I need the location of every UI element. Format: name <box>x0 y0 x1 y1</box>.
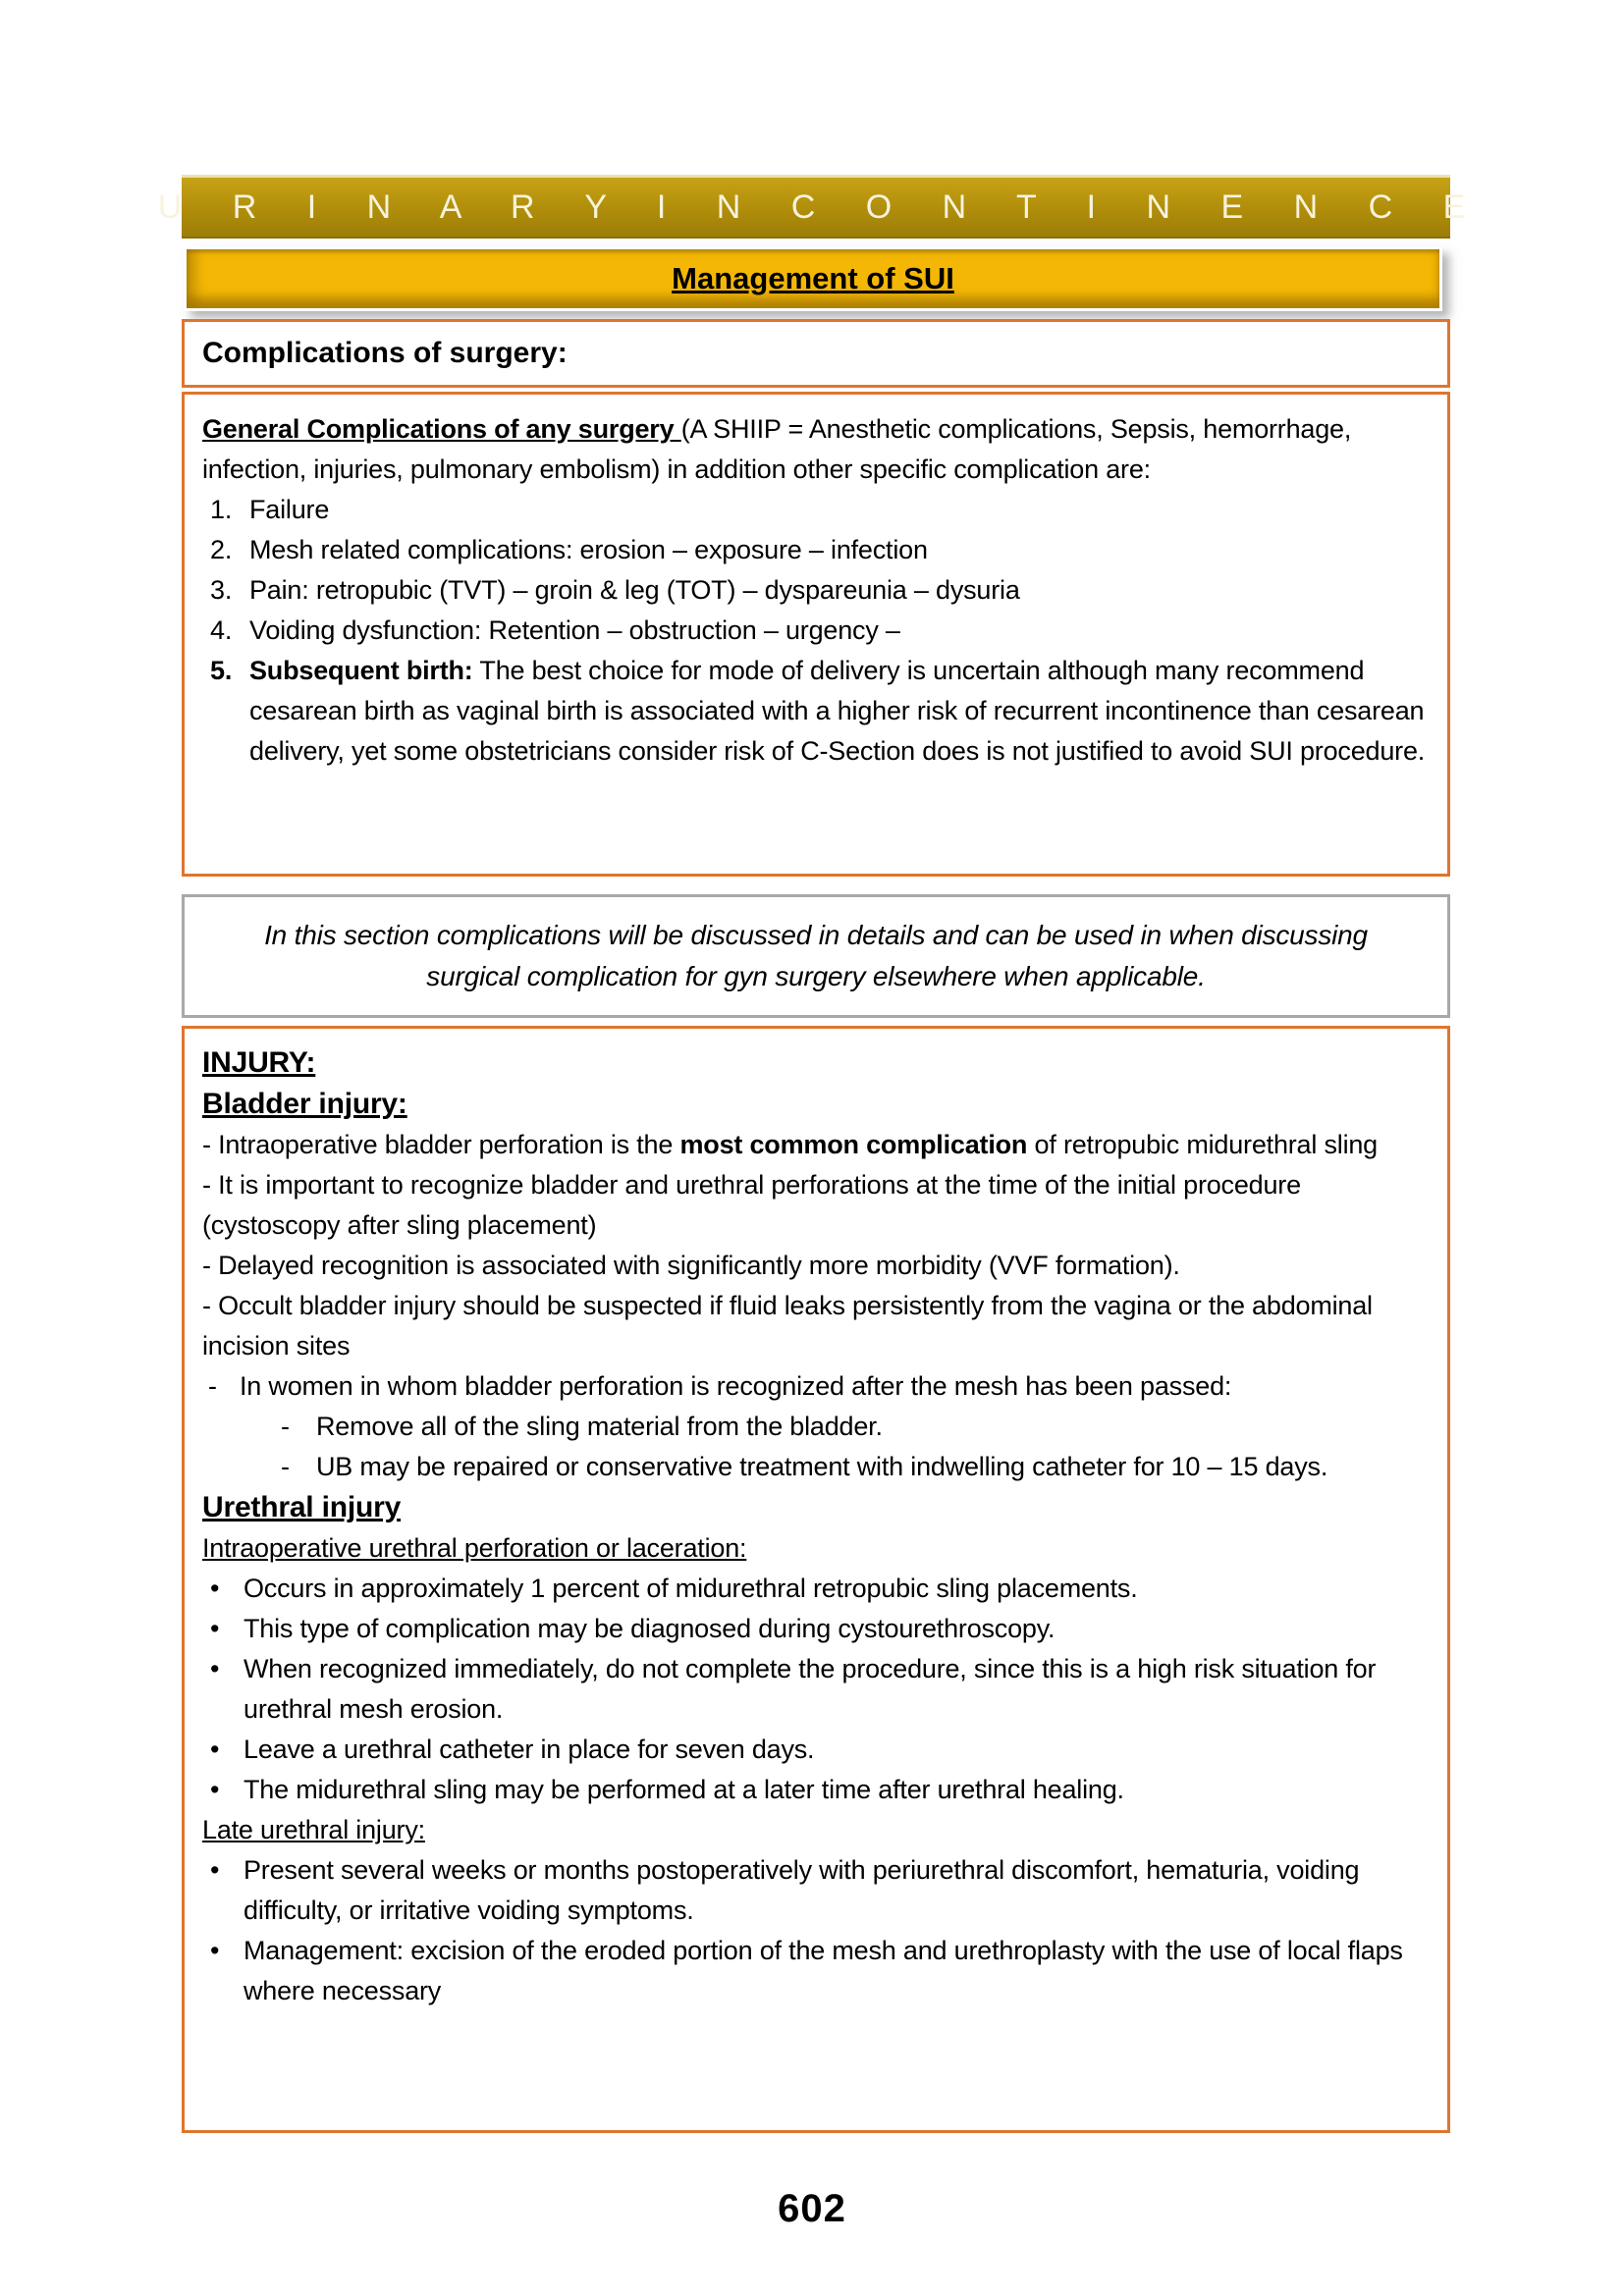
bladder-paragraph-3: - Delayed recognition is associated with significantly more morbidity (VVF formation). <box>202 1251 1180 1280</box>
item-text: Failure <box>249 495 330 524</box>
bullet-icon: • <box>210 1775 220 1804</box>
dash-icon: - <box>281 1452 290 1481</box>
bullet-item <box>202 1770 1430 1810</box>
item-number: 4. <box>210 615 233 645</box>
complications-heading: Complications of surgery: <box>202 337 568 369</box>
sub-item-text: UB may be repaired or conservative treatment with indwelling catheter for 10 – 15 days. <box>316 1452 1328 1481</box>
bullet-icon: • <box>210 1936 220 1965</box>
paragraph-bold-text: most common complication <box>679 1130 1028 1159</box>
bullet-item <box>202 1569 1430 1609</box>
item-number: 2. <box>210 535 233 564</box>
bullet-text: Management: excision of the eroded portion of the mesh and urethroplasty with the use of local flaps where necessary <box>244 1936 1403 2005</box>
paragraph-text: of retropubic midurethral sling <box>1027 1130 1379 1159</box>
subtitle-banner <box>184 246 1442 311</box>
bullet-item <box>202 1609 1430 1649</box>
dash-icon: - <box>281 1412 290 1441</box>
bullet-text: Leave a urethral catheter in place for seven days. <box>244 1735 815 1764</box>
item-number: 5. <box>210 656 233 685</box>
bullet-icon: • <box>210 1614 220 1643</box>
injury-heading: INJURY: <box>202 1046 316 1079</box>
urethral-injury-heading: Urethral injury <box>202 1491 402 1523</box>
item-text: Pain: retropubic (TVT) – groin & leg (TOT) – dyspareunia – dysuria <box>249 575 1020 605</box>
bullet-item <box>202 1850 1430 1931</box>
bullet-item <box>202 1931 1430 2011</box>
bladder-paragraph-5 <box>202 1366 1430 1407</box>
bullet-text: This type of complication may be diagnosed during cystourethroscopy. <box>244 1614 1056 1643</box>
item-text: Voiding dysfunction: Retention – obstruction – urgency – <box>249 615 900 645</box>
page-number: 602 <box>778 2187 846 2230</box>
numbered-item <box>202 651 1430 772</box>
numbered-item <box>202 611 1430 651</box>
complications-heading-box <box>182 319 1450 388</box>
section-note-box <box>182 894 1450 1018</box>
item-text <box>249 651 1430 772</box>
numbered-item <box>202 490 1430 530</box>
paragraph-text: - Intraoperative bladder perforation is the <box>202 1130 680 1159</box>
title-banner <box>157 175 1475 239</box>
bullet-item <box>202 1730 1430 1770</box>
subtitle-text: Management of SUI <box>672 261 954 295</box>
numbered-item <box>202 570 1430 611</box>
bullet-text: The midurethral sling may be performed at a later time after urethral healing. <box>244 1775 1124 1804</box>
page-title: U R I N A R Y I N C O N T I N E N C E <box>157 187 1475 226</box>
section-note-text: In this section complications will be discussed in details and can be used in when discussing surgical complication for gyn surgery elsewhere when applicable. <box>264 920 1368 991</box>
late-urethral-heading: Late urethral injury: <box>202 1815 425 1844</box>
sub-item-text: Remove all of the sling material from the bladder. <box>316 1412 883 1441</box>
bullet-icon: • <box>210 1855 220 1885</box>
dash-icon: - <box>208 1371 217 1401</box>
general-intro: (A SHIIP = Anesthetic complications, Sepsis, hemorrhage, infection, injuries, pulmonary embolism) in addition other specific complication are: <box>202 414 1352 484</box>
bullet-icon: • <box>210 1574 220 1603</box>
bullet-text: Present several weeks or months postoperatively with periurethral discomfort, hematuria, voiding difficulty, or irritative voiding symptoms. <box>244 1855 1360 1925</box>
numbered-item <box>202 530 1430 570</box>
general-lead: General Complications of any surgery <box>202 414 681 444</box>
item-number: 1. <box>210 495 233 524</box>
item-number: 3. <box>210 575 233 605</box>
bladder-paragraph-1 <box>202 1125 1430 1165</box>
bullet-icon: • <box>210 1654 220 1683</box>
paragraph-text: In women in whom bladder perforation is recognized after the mesh has been passed: <box>240 1371 1232 1401</box>
item-text-rest: The best choice for mode of delivery is uncertain although many recommend cesarean birth as vaginal birth is associated with a higher risk of recurrent incontinence than cesarean delivery, yet some obstetricians consider risk of C-Section does is not justified to avoid SUI procedure. <box>249 656 1426 766</box>
bladder-paragraph-2: - It is important to recognize bladder and urethral perforations at the time of the initial procedure (cystoscopy after sling placement) <box>202 1170 1301 1240</box>
bullet-item <box>202 1649 1430 1730</box>
sub-list-item <box>281 1407 1430 1447</box>
bladder-paragraph-4: - Occult bladder injury should be suspected if fluid leaks persistently from the vagina or the abdominal incision sites <box>202 1291 1373 1361</box>
general-complications-box <box>182 392 1450 877</box>
general-intro-paragraph <box>202 409 1430 490</box>
injury-box <box>182 1026 1450 2133</box>
bladder-injury-heading: Bladder injury: <box>202 1088 407 1120</box>
bullet-text: When recognized immediately, do not complete the procedure, since this is a high risk situation for urethral mesh erosion. <box>244 1654 1377 1724</box>
item-text: Mesh related complications: erosion – exposure – infection <box>249 535 928 564</box>
bullet-icon: • <box>210 1735 220 1764</box>
sub-list-item <box>281 1447 1430 1487</box>
bullet-text: Occurs in approximately 1 percent of midurethral retropubic sling placements. <box>244 1574 1138 1603</box>
intraop-heading: Intraoperative urethral perforation or laceration: <box>202 1533 747 1563</box>
item-bold-lead: Subsequent birth: <box>249 656 473 685</box>
